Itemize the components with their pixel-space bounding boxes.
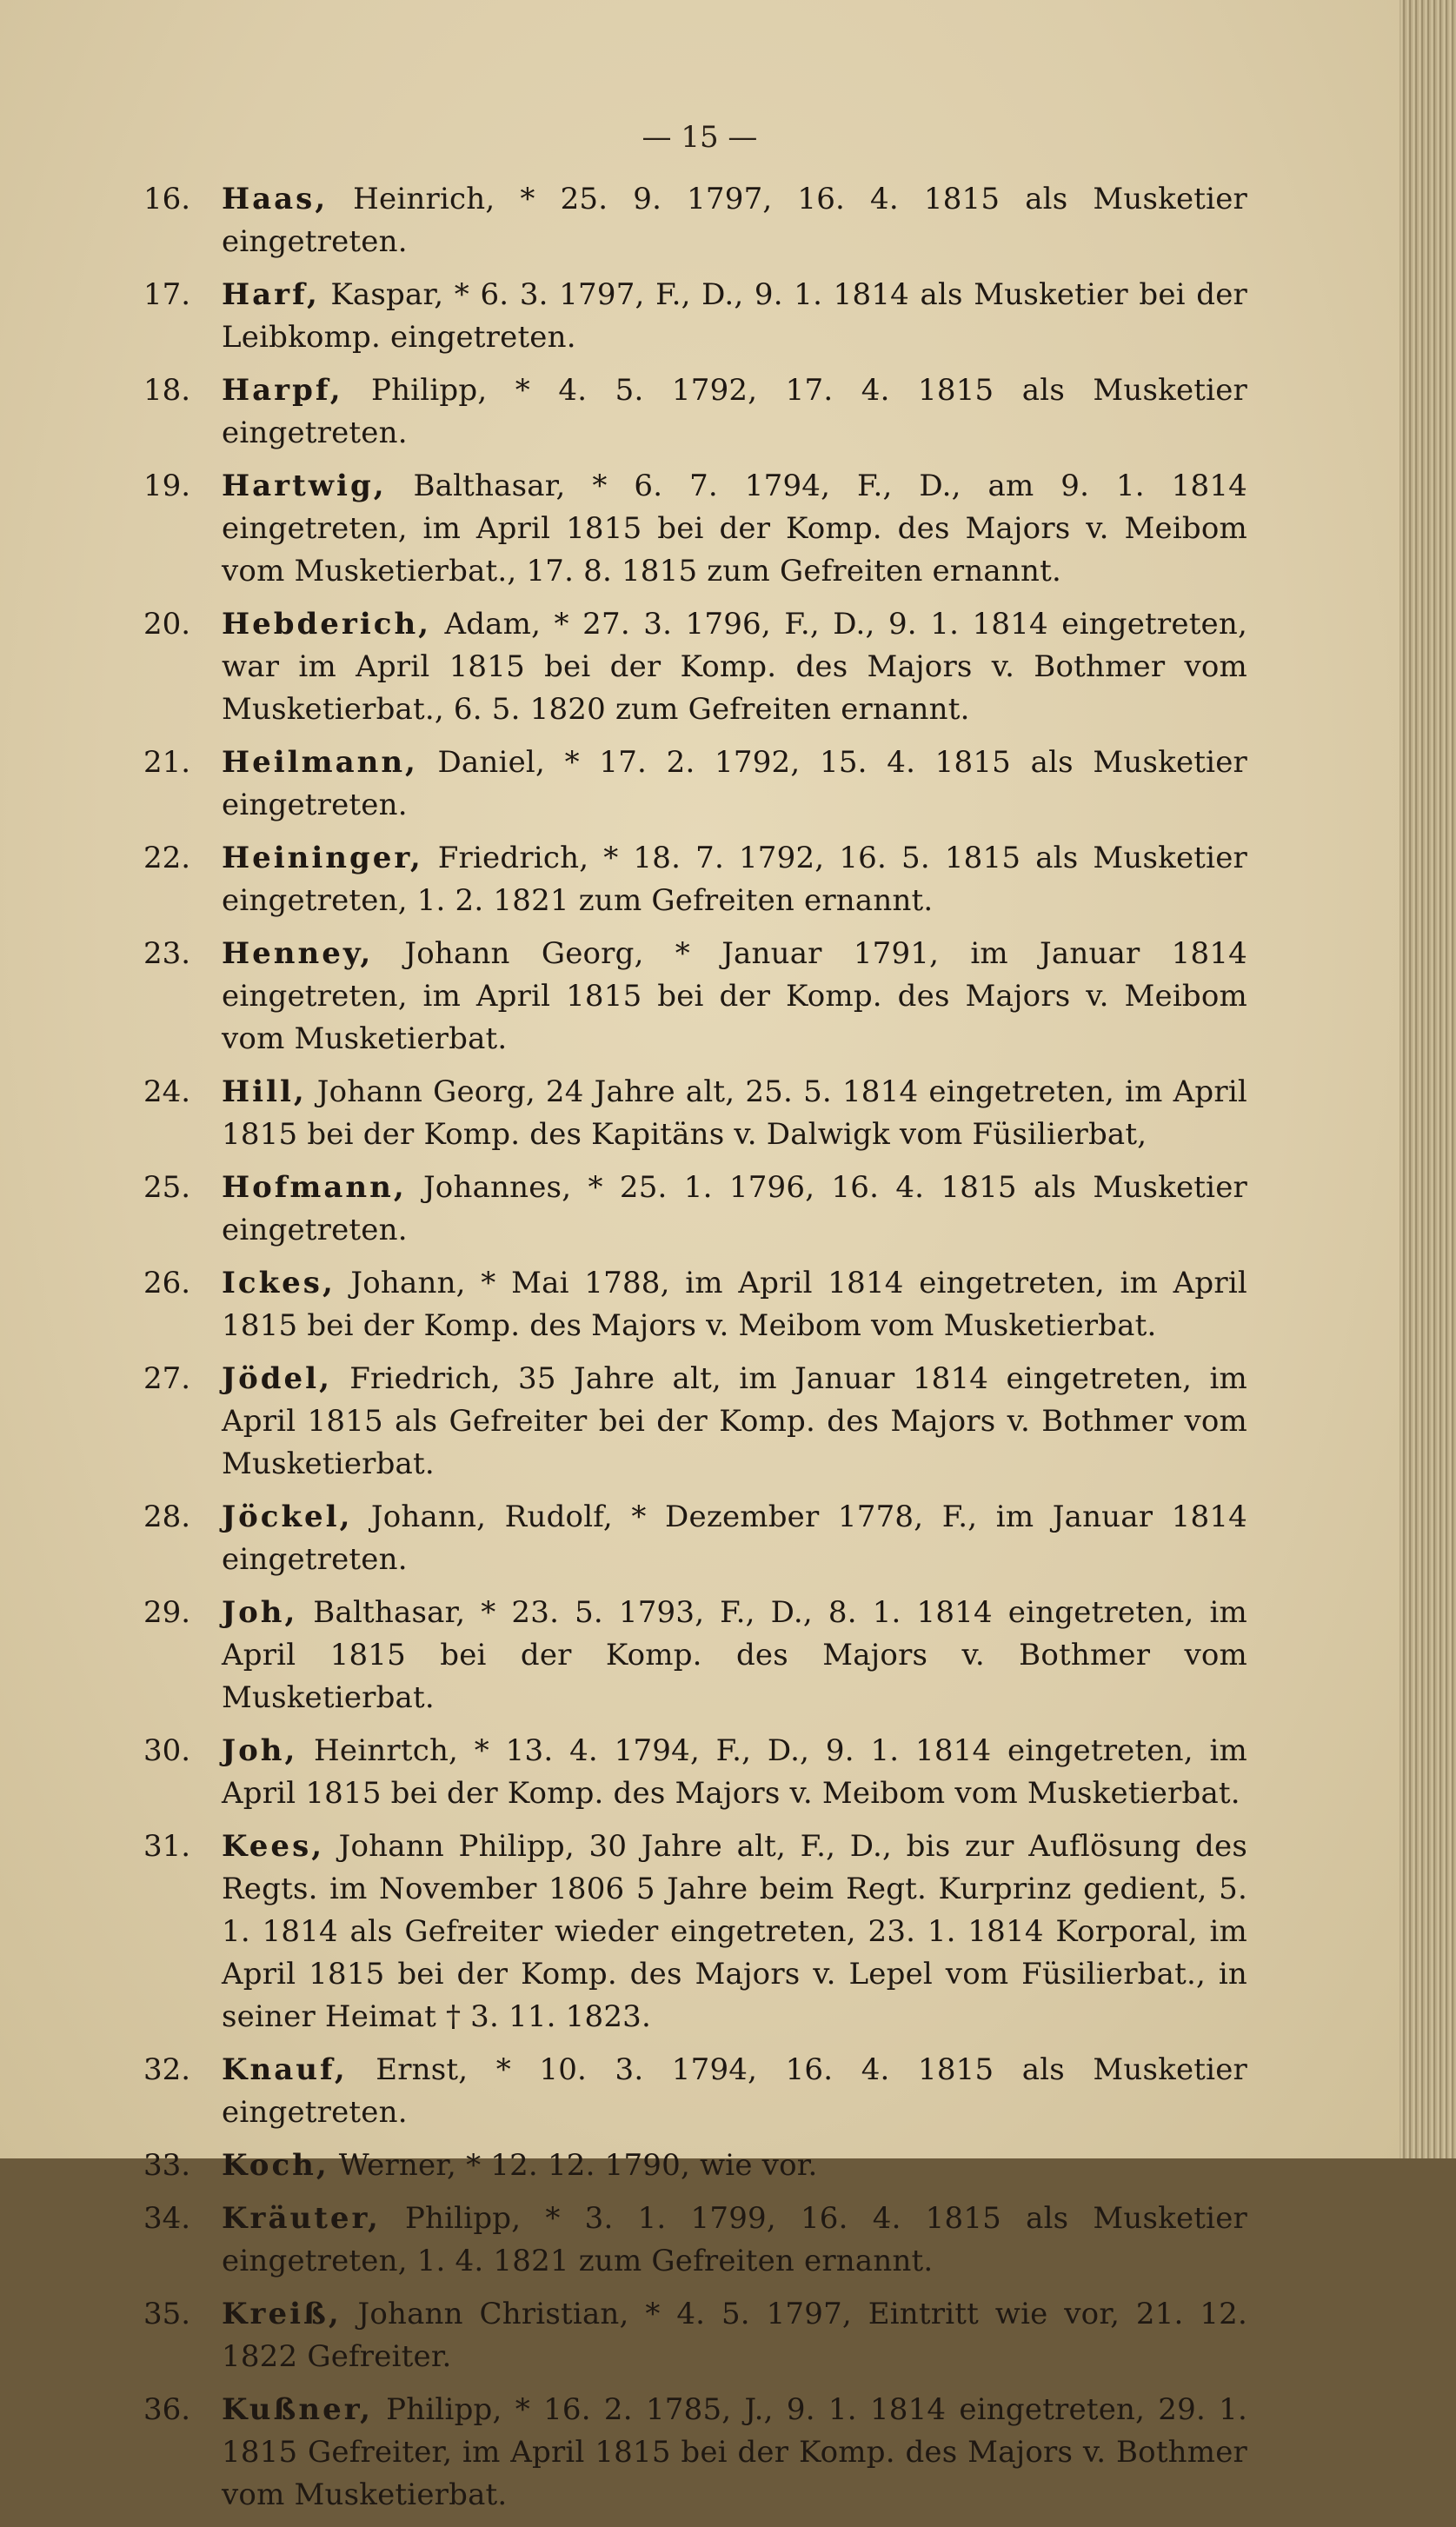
list-item bbox=[0, 741, 1399, 827]
list-item bbox=[0, 465, 1399, 593]
entry-number: 33. bbox=[143, 2148, 191, 2183]
entry-details: Johann Georg, 24 Jahre alt, 25. 5. 1814 eingetreten, im April 1815 bei der Komp. des Kapitäns v. Dalwigk vom Füsilierbat, bbox=[222, 1074, 1247, 1152]
list-item bbox=[0, 1496, 1399, 1581]
entry-number: 25. bbox=[143, 1170, 191, 1205]
entry-number: 16. bbox=[143, 182, 191, 216]
entry-surname: Kräuter, bbox=[222, 2201, 381, 2236]
entry-surname: Henney, bbox=[222, 936, 374, 971]
list-item bbox=[0, 2049, 1399, 2134]
entry-text bbox=[222, 933, 1247, 1061]
list-item bbox=[0, 933, 1399, 1061]
entry-details: Friedrich, 35 Jahre alt, im Januar 1814 eingetreten, im April 1815 als Gefreiter bei der Komp. des Majors v. Bothmer vom Musketierbat. bbox=[222, 1361, 1247, 1481]
entry-text bbox=[222, 2389, 1247, 2517]
entry-details: Johannes, * 25. 1. 1796, 16. 4. 1815 als Musketier eingetreten. bbox=[222, 1170, 1248, 1247]
entry-text bbox=[222, 178, 1247, 263]
entry-text bbox=[222, 1496, 1247, 1581]
list-item bbox=[0, 1071, 1399, 1156]
list-item bbox=[0, 603, 1399, 731]
entry-details: Philipp, * 4. 5. 1792, 17. 4. 1815 als Musketier eingetreten. bbox=[222, 373, 1247, 450]
entry-text bbox=[222, 2049, 1247, 2134]
entry-number: 26. bbox=[143, 1266, 191, 1300]
entry-surname: Kreiß, bbox=[222, 2297, 342, 2331]
entry-text bbox=[222, 1071, 1247, 1156]
entry-text bbox=[222, 465, 1247, 593]
entry-details: Johann Georg, * Januar 1791, im Januar 1814 eingetreten, im April 1815 bei der Komp. des Majors v. Meibom vom Musketierbat. bbox=[222, 936, 1247, 1056]
entry-details: Ernst, * 10. 3. 1794, 16. 4. 1815 als Musketier eingetreten. bbox=[222, 2052, 1247, 2130]
entry-list bbox=[0, 178, 1399, 2527]
entry-number: 27. bbox=[143, 1361, 191, 1396]
entry-details: Balthasar, * 6. 7. 1794, F., D., am 9. 1. 1814 eingetreten, im April 1815 bei der Komp. des Majors v. Meibom vom Musketierbat., 17. 8. 1815 zum Gefreiten ernannt. bbox=[222, 469, 1247, 589]
entry-number: 28. bbox=[143, 1500, 191, 1534]
entry-details: Johann, Rudolf, * Dezember 1778, F., im Januar 1814 eingetreten. bbox=[222, 1500, 1247, 1577]
entry-number: 17. bbox=[143, 277, 191, 312]
entry-surname: Hill, bbox=[222, 1074, 307, 1109]
entry-number: 36. bbox=[143, 2392, 191, 2427]
entry-number: 21. bbox=[143, 745, 191, 780]
entry-surname: Kees, bbox=[222, 1829, 325, 1864]
entry-text bbox=[222, 1825, 1247, 2038]
entry-number: 22. bbox=[143, 841, 191, 875]
entry-number: 35. bbox=[143, 2297, 191, 2331]
list-item bbox=[0, 178, 1399, 263]
entry-number: 20. bbox=[143, 607, 191, 642]
entry-surname: Joh, bbox=[222, 1733, 298, 1768]
entry-number: 32. bbox=[143, 2052, 191, 2087]
list-item bbox=[0, 1825, 1399, 2038]
entry-details: Friedrich, * 18. 7. 1792, 16. 5. 1815 als Musketier eingetreten, 1. 2. 1821 zum Gefreiten ernannt. bbox=[222, 841, 1247, 918]
list-item bbox=[0, 2198, 1399, 2283]
entry-details: Heinrich, * 25. 9. 1797, 16. 4. 1815 als Musketier eingetreten. bbox=[222, 182, 1247, 259]
entry-details: Johann, * Mai 1788, im April 1814 eingetreten, im April 1815 bei der Komp. des Majors v. Meibom vom Musketierbat. bbox=[222, 1266, 1247, 1343]
list-item bbox=[0, 1262, 1399, 1347]
entry-text bbox=[222, 603, 1247, 731]
entry-number: 18. bbox=[143, 373, 191, 408]
list-item bbox=[0, 369, 1399, 455]
entry-details: Philipp, * 16. 2. 1785, J., 9. 1. 1814 eingetreten, 29. 1. 1815 Gefreiter, im April 1815 bei der Komp. des Majors v. Bothmer vom Musketierbat. bbox=[222, 2392, 1247, 2512]
entry-details: Kaspar, * 6. 3. 1797, F., D., 9. 1. 1814 als Musketier bei der Leibkomp. eingetreten. bbox=[222, 277, 1247, 355]
entry-surname: Hebderich, bbox=[222, 607, 432, 642]
entry-text bbox=[222, 741, 1247, 827]
entry-text bbox=[222, 1262, 1247, 1347]
entry-surname: Heininger, bbox=[222, 841, 423, 875]
entry-details: Johann Philipp, 30 Jahre alt, F., D., bis zur Auflösung des Regts. im November 1806 5 Jahre beim Regt. Kurprinz gedient, 5. 1. 1814 als Gefreiter wieder eingetreten, 23. 1. 1814 Korporal, im April 1815 bei der Komp. des Majors v. Lepel vom Füsilierbat., in seiner Heimat † 3. 11. 1823. bbox=[222, 1829, 1247, 2034]
entry-surname: Ickes, bbox=[222, 1266, 336, 1300]
list-item bbox=[0, 1730, 1399, 1815]
entry-details: Daniel, * 17. 2. 1792, 15. 4. 1815 als Musketier eingetreten. bbox=[222, 745, 1247, 822]
entry-surname: Harpf, bbox=[222, 373, 343, 408]
entry-number: 19. bbox=[143, 469, 191, 503]
entry-text bbox=[222, 1358, 1247, 1486]
entry-surname: Koch, bbox=[222, 2148, 329, 2183]
entry-surname: Hartwig, bbox=[222, 469, 387, 503]
entry-number: 31. bbox=[143, 1829, 191, 1864]
entry-text bbox=[222, 1592, 1247, 1719]
entry-surname: Harf, bbox=[222, 277, 320, 312]
entry-details: Johann Christian, * 4. 5. 1797, Eintritt wie vor, 21. 12. 1822 Gefreiter. bbox=[222, 2297, 1247, 2374]
page-number: — 15 — bbox=[642, 120, 758, 155]
entry-number: 24. bbox=[143, 1074, 191, 1109]
list-item bbox=[0, 1358, 1399, 1486]
entry-details: Heinrtch, * 13. 4. 1794, F., D., 9. 1. 1814 eingetreten, im April 1815 bei der Komp. des Majors v. Meibom vom Musketierbat. bbox=[222, 1733, 1247, 1811]
entry-surname: Haas, bbox=[222, 182, 329, 216]
list-item bbox=[0, 1592, 1399, 1719]
entry-details: Werner, * 12. 12. 1790, wie vor. bbox=[338, 2148, 818, 2183]
entry-text bbox=[222, 369, 1247, 455]
entry-surname: Joh, bbox=[222, 1595, 298, 1630]
entry-text bbox=[222, 1730, 1247, 1815]
list-item bbox=[0, 274, 1399, 359]
entry-text bbox=[222, 2198, 1247, 2283]
entry-text bbox=[222, 1167, 1247, 1252]
list-item bbox=[0, 2145, 1399, 2187]
list-item bbox=[0, 2389, 1399, 2517]
entry-text bbox=[222, 274, 1247, 359]
entry-text bbox=[222, 2145, 1247, 2187]
entry-surname: Jöckel, bbox=[222, 1500, 353, 1534]
entry-details: Philipp, * 3. 1. 1799, 16. 4. 1815 als Musketier eingetreten, 1. 4. 1821 zum Gefreiten ernannt. bbox=[222, 2201, 1247, 2278]
entry-text bbox=[222, 837, 1247, 922]
entry-surname: Hofmann, bbox=[222, 1170, 407, 1205]
entry-number: 34. bbox=[143, 2201, 191, 2236]
entry-number: 30. bbox=[143, 1733, 191, 1768]
entry-number: 23. bbox=[143, 936, 191, 971]
entry-details: Balthasar, * 23. 5. 1793, F., D., 8. 1. 1814 eingetreten, im April 1815 bei der Komp. des Majors v. Bothmer vom Musketierbat. bbox=[222, 1595, 1247, 1715]
list-item bbox=[0, 1167, 1399, 1252]
entry-text bbox=[222, 2293, 1247, 2378]
entry-number: 29. bbox=[143, 1595, 191, 1630]
book-page-edge bbox=[1399, 0, 1456, 2158]
entry-surname: Kußner, bbox=[222, 2392, 373, 2427]
list-item bbox=[0, 837, 1399, 922]
entry-surname: Knauf, bbox=[222, 2052, 348, 2087]
entry-surname: Heilmann, bbox=[222, 745, 418, 780]
entry-surname: Jödel, bbox=[222, 1361, 332, 1396]
list-item bbox=[0, 2293, 1399, 2378]
entry-details: Adam, * 27. 3. 1796, F., D., 9. 1. 1814 eingetreten, war im April 1815 bei der Komp. des Majors v. Bothmer vom Musketierbat., 6. 5. 1820 zum Gefreiten ernannt. bbox=[222, 607, 1247, 727]
